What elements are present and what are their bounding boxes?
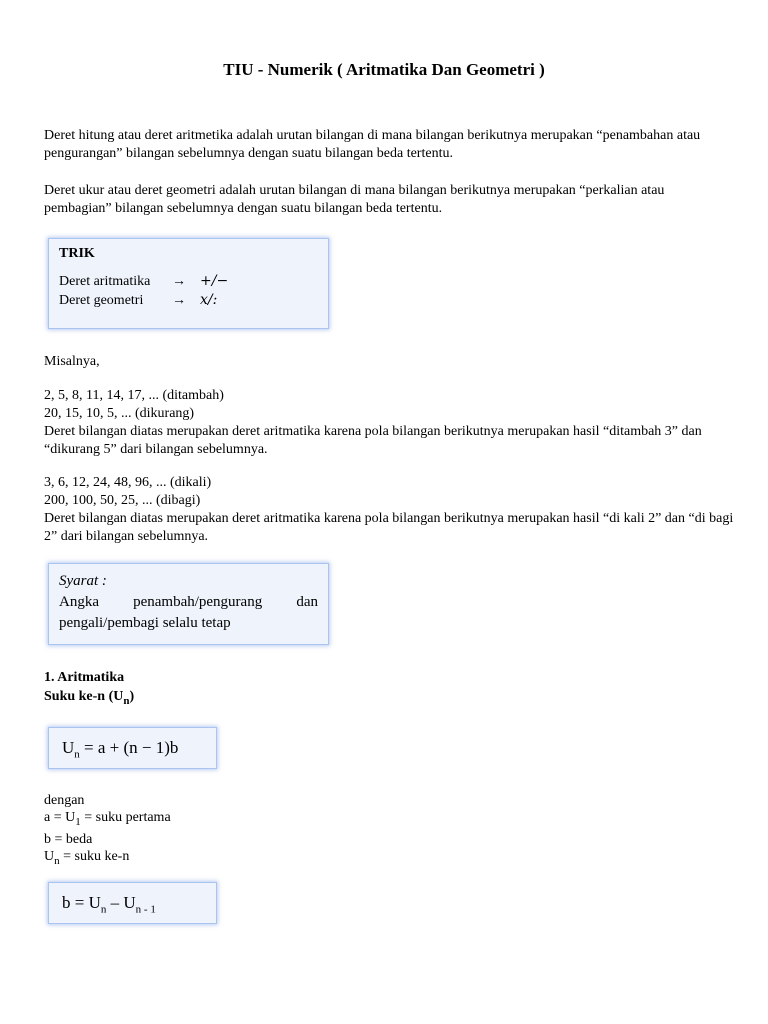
definitions-intro: dengan [44,793,85,808]
intro-paragraph-arithmetic: Deret hitung atau deret aritmetika adalah urutan bilangan di mana bilangan berikutnya merupakan “penambahan atau pengurangan” bilangan sebelumnya dengan suatu bilangan beda tertentu. [44,128,701,161]
explanation-geometric: Deret bilangan diatas merupakan deret aritmatika karena pola bilangan berikutnya merupakan hasil “di kali 2” dan “di bagi 2” dari bilangan sebelumnya. [44,511,734,544]
syarat-word: penambah/pengurang [133,594,263,610]
examples-intro: Misalnya, [44,354,100,369]
trik-row-aritmatika [59,272,318,291]
definitions-list [44,792,171,870]
sequence-subtracted: 20, 15, 10, 5, ... (dikurang) [44,406,195,421]
intro-paragraph-geometric: Deret ukur atau deret geometri adalah urutan bilangan di mana bilangan berikutnya merupakan “perkalian atau pembagian” bilangan sebelumnya dengan suatu bilangan beda tertentu. [44,183,665,216]
syarat-heading: Syarat : [59,573,107,589]
right-arrow-icon: → [172,293,186,308]
trik-label: Deret geometri [59,293,144,308]
trik-row-geometri [59,291,318,310]
section-aritmatika-heading: 1. Aritmatika [44,670,125,685]
syarat-line-1 [59,592,318,613]
trik-operator: +/− [200,273,229,289]
document-title: TIU - Numerik ( Aritmatika Dan Geometri ) [223,60,545,79]
trik-label: Deret aritmatika [59,274,151,289]
explanation-arithmetic: Deret bilangan diatas merupakan deret aritmatika karena pola bilangan berikutnya merupakan hasil “ditambah 3” dan “dikurang 5” dari bilangan sebelumnya. [44,424,702,457]
sequence-multiplied: 3, 6, 12, 24, 48, 96, ... (dikali) [44,475,212,490]
sequence-added: 2, 5, 8, 11, 14, 17, ... (ditambah) [44,388,224,403]
trik-box [48,238,329,329]
syarat-word: dan [296,594,318,610]
definition-un: $U_n$ = suku ke-n [44,848,130,867]
trik-operator: x/: [200,292,218,308]
sequence-divided: 200, 100, 50, 25, ... (dibagi) [44,493,201,508]
right-arrow-icon: → [172,274,186,289]
definition-a: $a = U_1$ = suku pertama [44,810,171,828]
examples-geometric [44,474,734,546]
section-suku-ke-n-heading: Suku ke-n $(U_n)$ [44,689,135,707]
definition-b: b = beda [44,831,93,847]
examples-arithmetic [44,387,734,459]
syarat-line-2: pengali/pembagi selalu tetap [59,615,231,631]
syarat-box [48,563,329,645]
formula-difference: $b = U_n - U_{n - 1}$ [48,882,217,924]
trik-heading: TRIK [59,246,95,261]
syarat-word: Angka [59,594,99,610]
formula-nth-term: $U_n = a + (n - 1)b$ [48,727,217,769]
